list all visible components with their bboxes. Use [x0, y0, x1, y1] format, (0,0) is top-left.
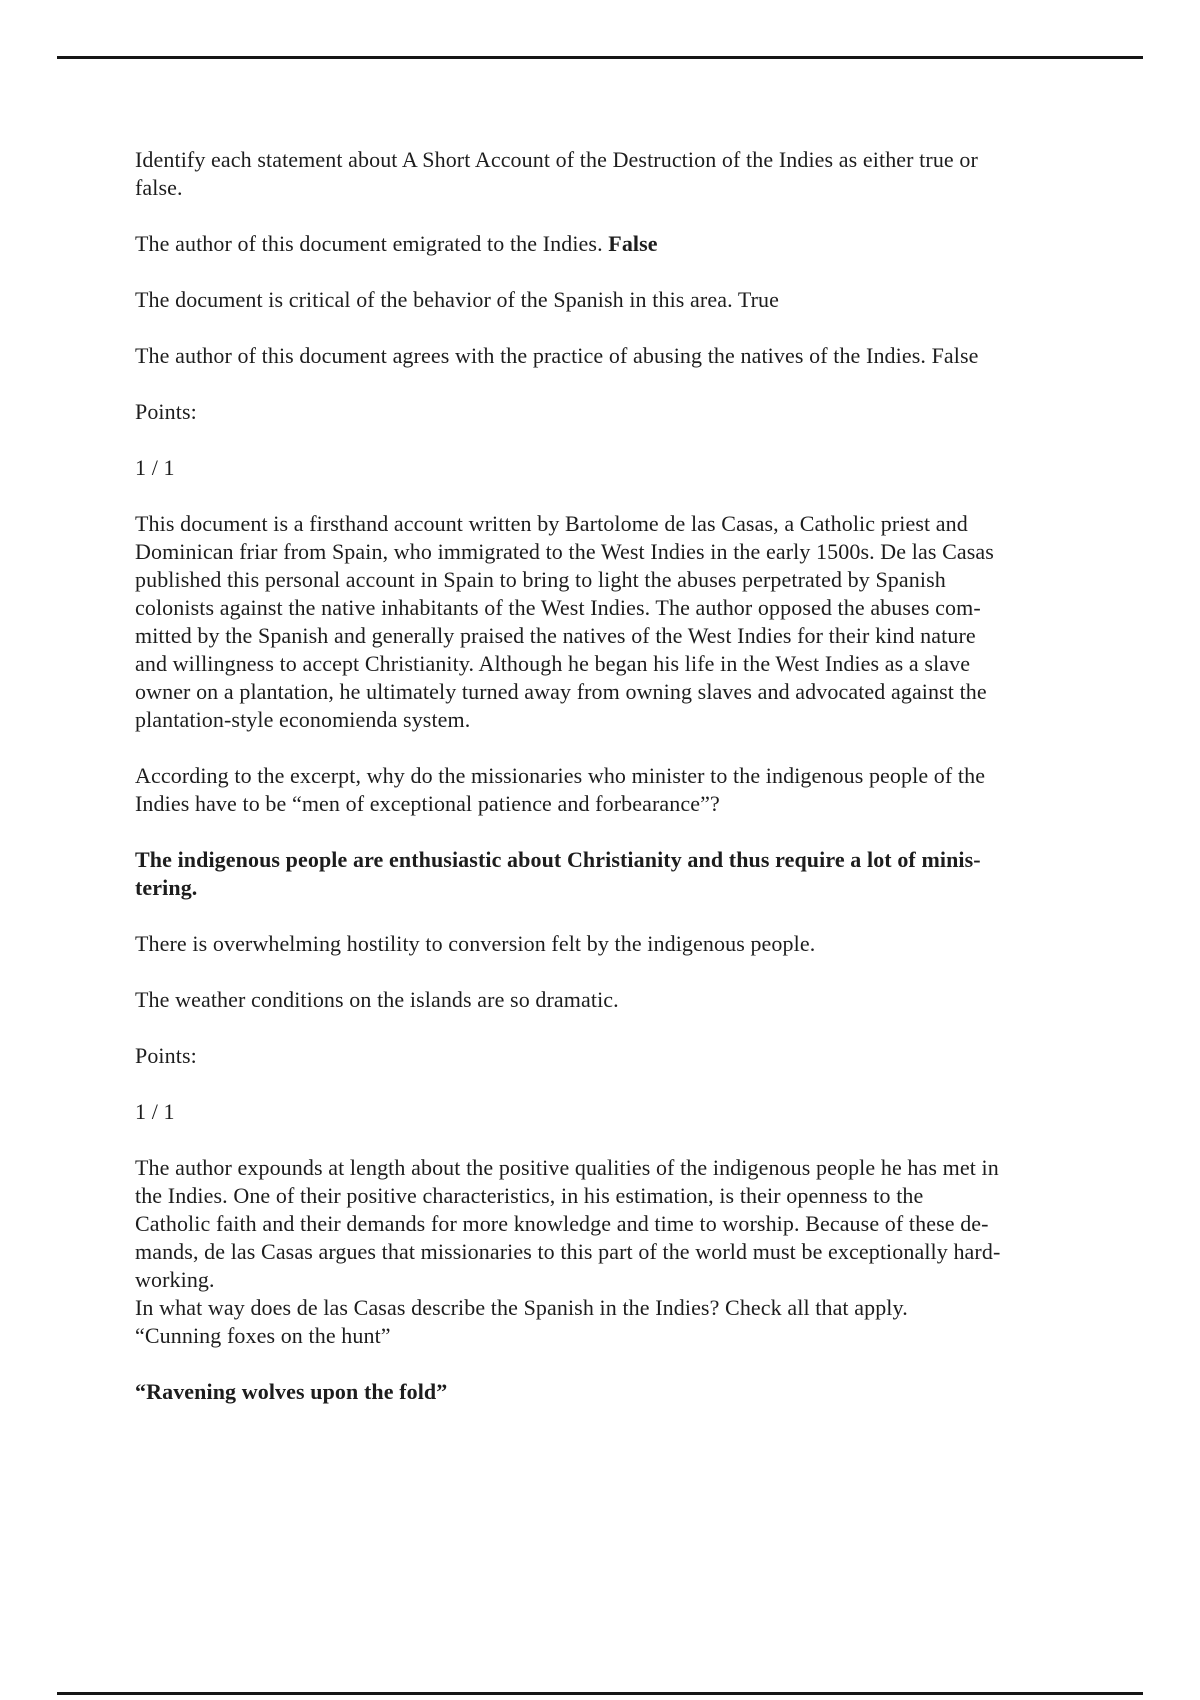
text-line: 1 / 1 [135, 1099, 175, 1124]
paragraph [135, 1098, 1080, 1126]
paragraph [135, 510, 1080, 734]
answer-bold-text: False [608, 231, 658, 256]
text-line: Points: [135, 399, 197, 424]
text-line: plantation-style economienda system. [135, 707, 471, 732]
paragraph [135, 846, 1080, 902]
paragraph [135, 342, 1080, 370]
paragraph [135, 930, 1080, 958]
paragraph [135, 146, 1080, 202]
text-line: and willingness to accept Christianity. Although he began his life in the West Indies as a slave [135, 651, 971, 676]
paragraph [135, 230, 1080, 258]
text-line: The document is critical of the behavior of the Spanish in this area. True [135, 287, 780, 312]
text-line: The author of this document agrees with the practice of abusing the natives of the Indies. False [135, 343, 979, 368]
text-line: Identify each statement about A Short Account of the Destruction of the Indies as either true or [135, 147, 978, 172]
paragraph [135, 1042, 1080, 1070]
text-line: owner on a plantation, he ultimately turned away from owning slaves and advocated against the [135, 679, 987, 704]
paragraph [135, 398, 1080, 426]
text-line: There is overwhelming hostility to conversion felt by the indigenous people. [135, 931, 816, 956]
text-line: The indigenous people are enthusiastic about Christianity and thus require a lot of minis- [135, 847, 981, 872]
text-line: the Indies. One of their positive characteristics, in his estimation, is their openness to the [135, 1183, 924, 1208]
text-line: working. [135, 1267, 215, 1292]
text-line: Indies have to be “men of exceptional patience and forbearance”? [135, 791, 720, 816]
text-line: This document is a firsthand account written by Bartolome de las Casas, a Catholic priest and [135, 511, 968, 536]
paragraph [135, 986, 1080, 1014]
text-line: “Ravening wolves upon the fold” [135, 1379, 448, 1404]
text-line: colonists against the native inhabitants of the West Indies. The author opposed the abuses com- [135, 595, 981, 620]
document-body [135, 146, 1080, 1434]
text-line: mitted by the Spanish and generally praised the natives of the West Indies for their kind nature [135, 623, 976, 648]
top-rule [57, 56, 1143, 59]
text-line: false. [135, 175, 183, 200]
text-line: Catholic faith and their demands for more knowledge and time to worship. Because of these de- [135, 1211, 989, 1236]
text-line: mands, de las Casas argues that missionaries to this part of the world must be exceptionally hard- [135, 1239, 1001, 1264]
text-line: “Cunning foxes on the hunt” [135, 1323, 391, 1348]
paragraph [135, 286, 1080, 314]
text-line: Points: [135, 1043, 197, 1068]
paragraph [135, 1378, 1080, 1406]
text-line: published this personal account in Spain to bring to light the abuses perpetrated by Spanish [135, 567, 946, 592]
text-line: 1 / 1 [135, 455, 175, 480]
text-line: The author expounds at length about the positive qualities of the indigenous people he has met in [135, 1155, 999, 1180]
text-line: The weather conditions on the islands are so dramatic. [135, 987, 619, 1012]
text-line: Dominican friar from Spain, who immigrated to the West Indies in the early 1500s. De las Casas [135, 539, 994, 564]
text-line: The author of this document emigrated to the Indies. False [135, 231, 658, 256]
text-line: tering. [135, 875, 198, 900]
paragraph [135, 1154, 1080, 1350]
text-line: According to the excerpt, why do the missionaries who minister to the indigenous people of the [135, 763, 986, 788]
bottom-rule [57, 1692, 1143, 1695]
paragraph [135, 454, 1080, 482]
paragraph [135, 762, 1080, 818]
text-line: In what way does de las Casas describe the Spanish in the Indies? Check all that apply. [135, 1295, 908, 1320]
